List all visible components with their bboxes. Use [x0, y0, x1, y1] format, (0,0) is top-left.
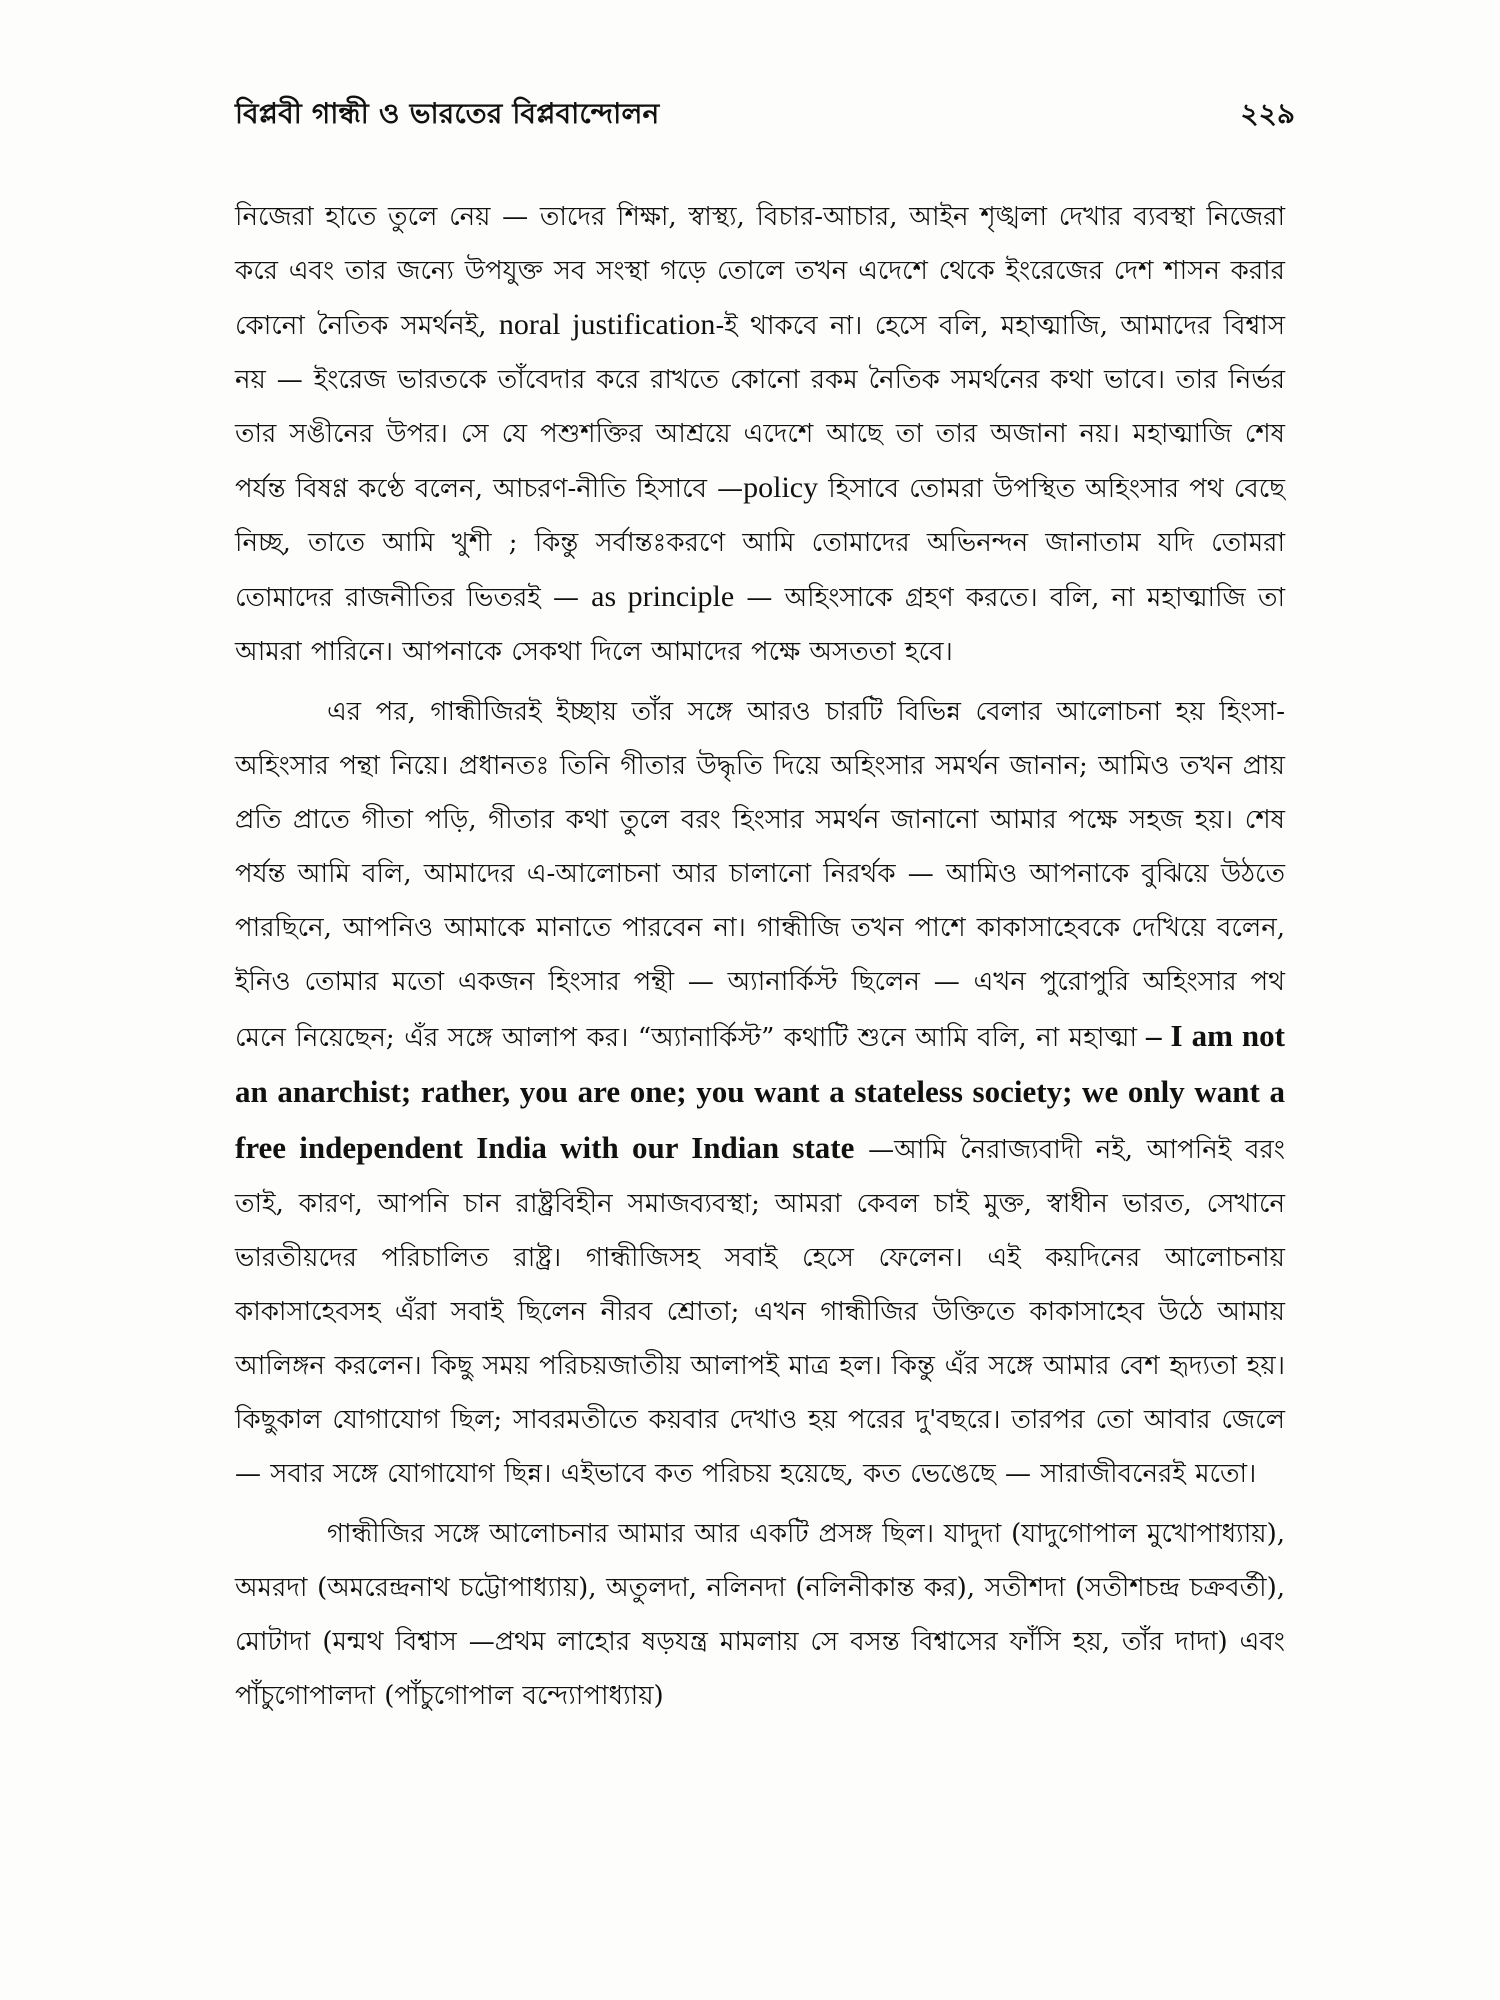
running-header [235, 90, 1295, 140]
page-number: ২২৯ [1240, 96, 1295, 130]
paragraph-2-text-c: —আমি নৈরাজ্যবাদী নই, আপনিই বরং তাই, কারণ, আপনি চান রাষ্ট্রবিহীন সমাজব্যবস্থা; আমরা কেবল চাই মুক্ত, স্বাধীন ভারত, সেখানে ভারতীয়দের পরিচালিত রাষ্ট্র। গান্ধীজিসহ সবাই হেসে ফেলেন। এই কয়দিনের আলোচনায় কাকাসাহেবসহ এঁরা সবাই ছিলেন নীরব শ্রোতা; এখন গান্ধীজির উক্তিতে কাকাসাহেব উঠে আমায় আলিঙ্গন করলেন। কিছু সময় পরিচয়জাতীয় আলাপই মাত্র হল। কিন্তু এঁর সঙ্গে আমার বেশ হৃদ্যতা হয়। কিছুকাল যোগাযোগ ছিল; সাবরমতীতে কয়বার দেখাও হয় পরের দু'বছরে। তারপর তো আবার জেলে — সবার সঙ্গে যোগাযোগ ছিন্ন। এইভাবে কত পরিচয় হয়েছে, কত ভেঙেছে — সারাজীবনেরই মতো। [235, 1135, 1285, 1489]
paragraph-3 [235, 1507, 1285, 1723]
paragraph-1-text-e: হিসাবে তোমরা উপস্থিত অহিংসার পথ বেছে নিচ্ছ, তাতে আমি খুশী ; কিন্তু সর্বান্তঃকরণে আমি তোমাদের অভিনন্দন জানাতাম যদি তোমরা তোমাদের রাজনীতির ভিতরই — [235, 474, 1285, 613]
paragraph-1-text-c: -ই থাকবে না। হেসে বলি, মহাত্মাজি, আমাদের বিশ্বাস নয় — ইংরেজ ভারতকে তাঁবেদার করে রাখতে কোনো রকম নৈতিক সমর্থনের কথা ভাবে। তার নির্ভর তার সঙীনের উপর। সে যে পশুশক্তির আশ্রয়ে এদেশে আছে তা তার অজানা নয়। মহাত্মাজি শেষ পর্যন্ত বিষণ্ণ কণ্ঠে বলেন, আচরণ-নীতি হিসাবে — [235, 311, 1285, 504]
paragraph-1-text-g: — অহিংসাকে গ্রহণ করতে। বলি, না মহাত্মাজি তা আমরা পারিনে। আপনাকে সেকথা দিলে আমাদের পক্ষে অসততা হবে। [235, 583, 1286, 667]
english-phrase-as-principle: as principle [591, 580, 735, 613]
english-phrase-moral-justification: noral justification [498, 308, 716, 341]
paragraph-1 [235, 190, 1285, 679]
running-title: বিপ্লবী গান্ধী ও ভারতের বিপ্লবান্দোলন [235, 96, 660, 130]
body-text [235, 190, 1285, 1723]
english-quote-anarchist: – I am not an anarchist; rather, you are one; you want a stateless society; we only want a free independent India with our Indian state [235, 1018, 1285, 1165]
english-word-policy: policy [743, 471, 819, 504]
paragraph-1-text-a: নিজেরা হাতে তুলে নেয় — তাদের শিক্ষা, স্বাস্থ্য, বিচার-আচার, আইন শৃঙ্খলা দেখার ব্যবস্থা নিজেরা করে এবং তার জন্যে উপযুক্ত সব সংস্থা গড়ে তোলে তখন এদেশে থেকে ইংরেজের দেশ শাসন করার কোনো নৈতিক সমর্থনই, [235, 202, 1285, 341]
paragraph-2 [235, 685, 1285, 1501]
paragraph-2-text-a: এর পর, গান্ধীজিরই ইচ্ছায় তাঁর সঙ্গে আরও চারটি বিভিন্ন বেলার আলোচনা হয় হিংসা-অহিংসার পন্থা নিয়ে। প্রধানতঃ তিনি গীতার উদ্ধৃতি দিয়ে অহিংসার সমর্থন জানান; আমিও তখন প্রায় প্রতি প্রাতে গীতা পড়ি, গীতার কথা তুলে বরং হিংসার সমর্থন জানানো আমার পক্ষে সহজ হয়। শেষ পর্যন্ত আমি বলি, আমাদের এ-আলোচনা আর চালানো নিরর্থক — আমিও আপনাকে বুঝিয়ে উঠতে পারছিনে, আপনিও আমাকে মানাতে পারবেন না। গান্ধীজি তখন পাশে কাকাসাহেবকে দেখিয়ে বলেন, ইনিও তোমার মতো একজন হিংসার পন্থী — অ্যানার্কিস্ট ছিলেন — এখন পুরোপুরি অহিংসার পথ মেনে নিয়েছেন; এঁর সঙ্গে আলাপ কর। “অ্যানার্কিস্ট” কথাটি শুনে আমি বলি, না মহাত্মা [235, 697, 1285, 1053]
paragraph-3-text-a: গান্ধীজির সঙ্গে আলোচনার আমার আর একটি প্রসঙ্গ ছিল। যাদুদা (যাদুগোপাল মুখোপাধ্যায়), অমরদা (অমরেন্দ্রনাথ চট্টোপাধ্যায়), অতুলদা, নলিনদা (নলিনীকান্ত কর), সতীশদা (সতীশচন্দ্র চক্রবর্তী), মোটাদা (মন্মথ বিশ্বাস —প্রথম লাহোর ষড়যন্ত্র মামলায় সে বসন্ত বিশ্বাসের ফাঁসি হয়, তাঁর দাদা) এবং পাঁচুগোপালদা (পাঁচুগোপাল বন্দ্যোপাধ্যায়) [235, 1519, 1285, 1711]
